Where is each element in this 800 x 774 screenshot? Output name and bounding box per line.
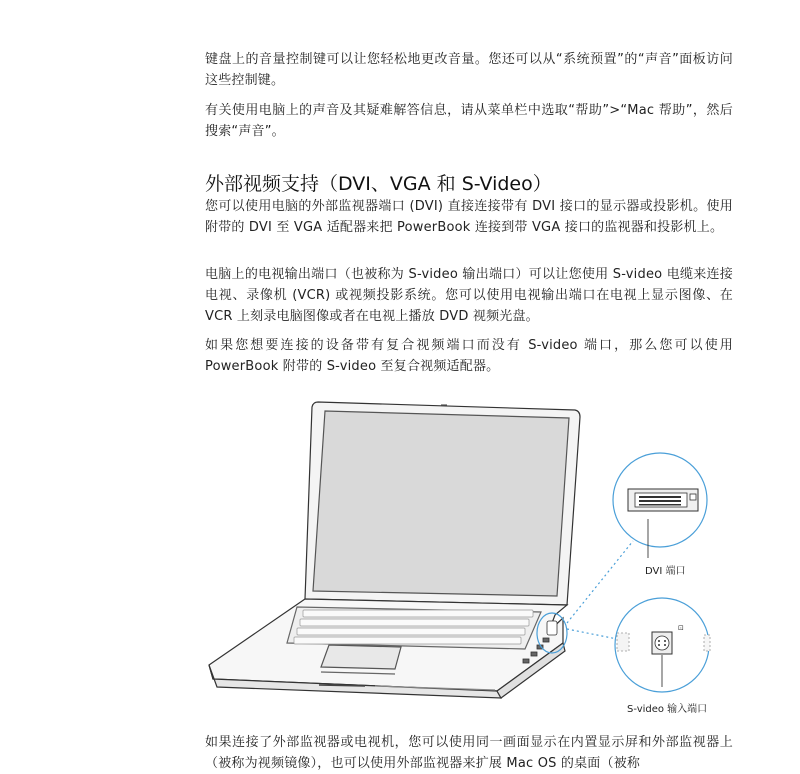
paragraph-text: 您可以使用电脑的外部监视器端口 (DVI) 直接连接带有 DVI 接口的显示器或投影机。使用附带的 DVI 至 VGA 适配器来把 PowerBook 连接到带 VGA 接口的监视器和投影机上。 xyxy=(205,199,733,235)
paragraph-sound-help xyxy=(205,100,733,142)
dvi-port-label: DVI 端口 xyxy=(645,566,686,577)
paragraph-text: 如果您想要连接的设备带有复合视频端口而没有 S-video 端口，那么您可以使用 PowerBook 附带的 S-video 至复合视频适配器。 xyxy=(205,338,733,374)
paragraph-text: 电脑上的电视输出端口（也被称为 S-video 输出端口）可以让您使用 S-video 电缆来连接电视、录像机 (VCR) 或视频投影系统。您可以使用电视输出端口在电视上显示图像、在 VCR 上刻录电脑图像或者在电视上播放 DVD 视频光盘。 xyxy=(205,267,733,324)
svideo-callout-line xyxy=(567,629,617,639)
dvi-callout-line xyxy=(567,541,633,623)
svideo-port-closeup xyxy=(615,598,710,692)
paragraph-tv-out xyxy=(205,264,733,327)
paragraph-text: 键盘上的音量控制键可以让您轻松地更改音量。您还可以从“系统预置”的“声音”面板访问这些控制键。 xyxy=(205,52,733,88)
svg-text:⊡: ⊡ xyxy=(678,624,684,632)
laptop-lid xyxy=(305,402,580,605)
dvi-port-closeup xyxy=(613,453,707,558)
laptop-ports-diagram xyxy=(205,393,740,723)
svideo-port-label: S-video 输入端口 xyxy=(627,704,708,715)
paragraph-dvi xyxy=(205,196,733,238)
paragraph-composite xyxy=(205,335,733,377)
paragraph-text: 如果连接了外部监视器或电视机，您可以使用同一画面显示在内置显示屏和外部监视器上（被称为视频镜像），也可以使用外部监视器来扩展 Mac OS 的桌面（被称 xyxy=(205,735,733,771)
powerbook-illustration xyxy=(205,393,740,723)
section-external-video xyxy=(205,171,733,197)
paragraph-text: 有关使用电脑上的声音及其疑难解答信息，请从菜单栏中选取“帮助”>“Mac 帮助”，然后搜索“声音”。 xyxy=(205,103,733,139)
paragraph-volume-keys xyxy=(205,49,733,91)
section-heading: 外部视频支持（DVI、VGA 和 S-Video） xyxy=(205,173,552,195)
